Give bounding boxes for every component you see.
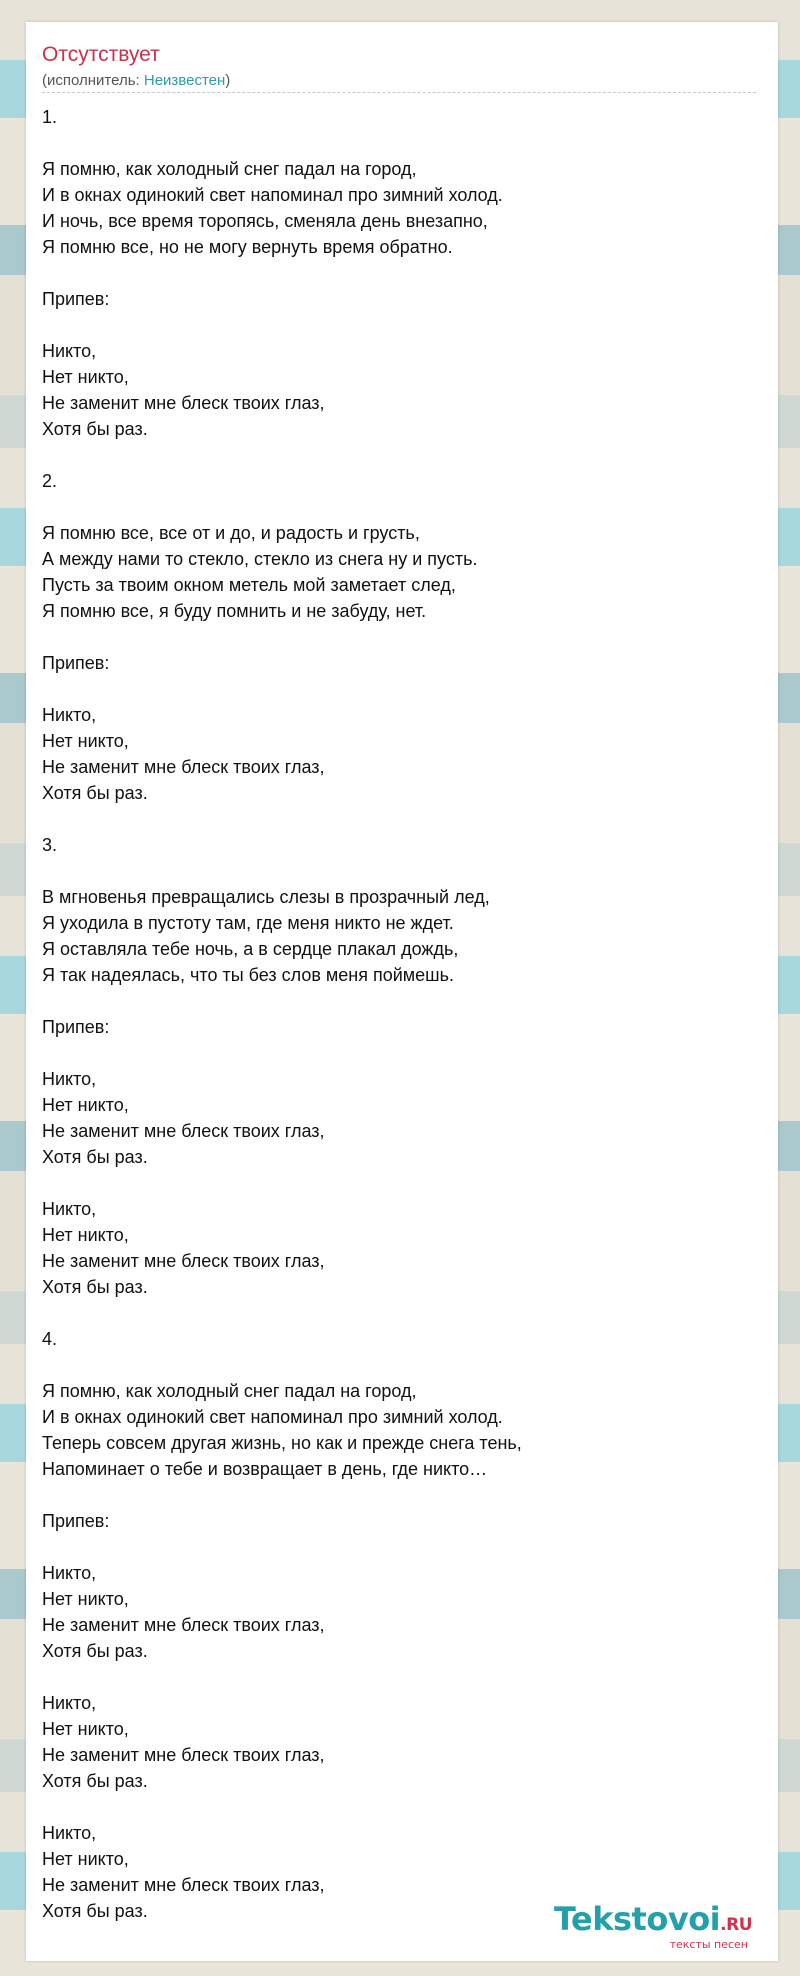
lyric-line: Я помню, как холодный снег падал на город, [42, 1381, 417, 1401]
lyric-line [42, 858, 758, 884]
lyric-line: 3. [42, 835, 58, 855]
lyric-line [42, 260, 758, 286]
lyric-line: Хотя бы раз. [42, 1771, 148, 1791]
lyric-line [42, 676, 758, 702]
lyric-line [42, 988, 758, 1014]
lyric-line [42, 1534, 758, 1560]
lyric-line: Не заменит мне блеск твоих глаз, [42, 393, 325, 413]
lyric-line [42, 1040, 758, 1066]
lyric-line: Я уходила в пустоту там, где меня никто не ждет. [42, 913, 454, 933]
logo-name: Tekstovoi [553, 1900, 721, 1938]
lyric-line: Никто, [42, 1823, 97, 1843]
lyric-line: Я так надеялась, что ты без слов меня поймешь. [42, 965, 454, 985]
site-logo[interactable] [554, 1902, 752, 1951]
lyric-line [42, 1300, 758, 1326]
lyric-line: Никто, [42, 341, 97, 361]
lyric-line: Никто, [42, 1563, 97, 1583]
lyric-line: Нет никто, [42, 731, 129, 751]
artist-prefix: (исполнитель: [42, 72, 144, 89]
lyric-line: Припев: [42, 289, 110, 309]
lyric-line: Нет никто, [42, 1225, 129, 1245]
lyric-line [42, 494, 758, 520]
song-header [42, 42, 756, 93]
lyric-line [42, 806, 758, 832]
lyric-line: Не заменит мне блеск твоих глаз, [42, 1121, 325, 1141]
lyric-line: Не заменит мне блеск твоих глаз, [42, 757, 325, 777]
lyric-line: 1. [42, 107, 58, 127]
lyric-line: Не заменит мне блеск твоих глаз, [42, 1615, 325, 1635]
lyric-line [42, 624, 758, 650]
lyric-line: Хотя бы раз. [42, 1641, 148, 1661]
lyric-line: Никто, [42, 1199, 97, 1219]
lyric-line: И ночь, все время торопясь, сменяла день внезапно, [42, 211, 488, 231]
lyric-line: Припев: [42, 653, 110, 673]
lyric-line: Хотя бы раз. [42, 783, 148, 803]
lyric-line: Нет никто, [42, 1719, 129, 1739]
lyric-line: Я помню все, я буду помнить и не забуду, нет. [42, 601, 427, 621]
lyric-line: А между нами то стекло, стекло из снега ну и пусть. [42, 549, 478, 569]
artist-suffix: ) [225, 72, 231, 89]
lyric-line: Припев: [42, 1017, 110, 1037]
lyric-line: Теперь совсем другая жизнь, но как и прежде снега тень, [42, 1433, 522, 1453]
lyric-line: И в окнах одинокий свет напоминал про зимний холод. [42, 185, 503, 205]
lyric-line: Хотя бы раз. [42, 1901, 148, 1921]
lyric-line: Никто, [42, 1069, 97, 1089]
logo-domain: .RU [720, 1915, 752, 1935]
lyric-line [42, 1170, 758, 1196]
lyric-line [42, 442, 758, 468]
lyric-line: Я помню, как холодный снег падал на город, [42, 159, 417, 179]
lyric-line: Напоминает о тебе и возвращает в день, где никто… [42, 1459, 488, 1479]
logo-wordmark [554, 1902, 752, 1942]
lyrics-card [26, 22, 778, 1961]
lyric-line: 4. [42, 1329, 58, 1349]
lyric-line: Пусть за твоим окном метель мой заметает след, [42, 575, 456, 595]
lyric-line: Не заменит мне блеск твоих глаз, [42, 1745, 325, 1765]
lyric-line [42, 1794, 758, 1820]
lyric-line: Нет никто, [42, 1849, 129, 1869]
artist-line [42, 72, 756, 90]
lyric-line: Никто, [42, 705, 97, 725]
lyric-line: Я оставляла тебе ночь, а в сердце плакал дождь, [42, 939, 459, 959]
lyric-line: Я помню все, все от и до, и радость и грусть, [42, 523, 420, 543]
lyric-line [42, 1352, 758, 1378]
lyric-line: Припев: [42, 1511, 110, 1531]
lyric-line: В мгновенья превращались слезы в прозрачный лед, [42, 887, 490, 907]
lyric-line: Хотя бы раз. [42, 419, 148, 439]
lyric-line: Нет никто, [42, 367, 129, 387]
lyric-line: Никто, [42, 1693, 97, 1713]
lyric-line: Не заменит мне блеск твоих глаз, [42, 1251, 325, 1271]
artist-link[interactable]: Неизвестен [143, 72, 226, 89]
header-divider [42, 92, 756, 93]
lyric-line: Нет никто, [42, 1589, 129, 1609]
lyric-line: Не заменит мне блеск твоих глаз, [42, 1875, 325, 1895]
lyric-line [42, 130, 758, 156]
logo-tagline: тексты песен [669, 1938, 748, 1951]
lyric-line: Хотя бы раз. [42, 1277, 148, 1297]
lyric-line: Нет никто, [42, 1095, 129, 1115]
lyric-line: 2. [42, 471, 58, 491]
lyric-line [42, 1664, 758, 1690]
song-title: Отсутствует [42, 43, 160, 66]
lyric-line: Я помню все, но не могу вернуть время обратно. [42, 237, 453, 257]
lyric-line: Хотя бы раз. [42, 1147, 148, 1167]
lyrics-text [42, 104, 758, 1924]
lyric-line [42, 1482, 758, 1508]
lyric-line: И в окнах одинокий свет напоминал про зимний холод. [42, 1407, 503, 1427]
lyric-line [42, 312, 758, 338]
